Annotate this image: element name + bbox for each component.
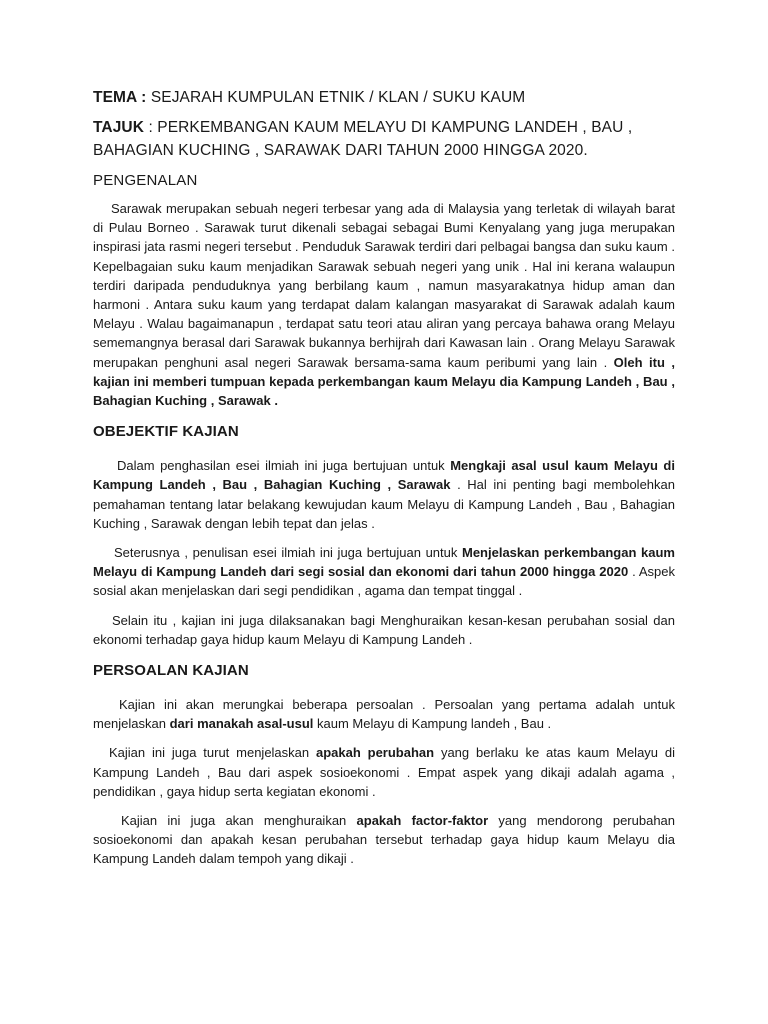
persoalan-paragraph-1 <box>93 695 675 733</box>
persoalan-p2-text: Kajian ini juga turut menjelaskan <box>109 745 316 761</box>
objektif-heading: OBEJEKTIF KAJIAN <box>93 423 239 441</box>
persoalan-p2-bold: apakah perubahan <box>315 745 435 761</box>
persoalan-p1-text-end: kaum Melayu di Kampung landeh , Bau . <box>313 716 552 732</box>
persoalan-heading: PERSOALAN KAJIAN <box>93 662 249 680</box>
objektif-p2-text: Seterusnya , penulisan esei ilmiah ini juga bertujuan untuk <box>114 545 462 561</box>
objektif-paragraph-1 <box>93 456 675 533</box>
tema-text: SEJARAH KUMPULAN ETNIK / KLAN / SUKU KAUM <box>146 89 526 106</box>
objektif-paragraph-3 <box>93 611 675 649</box>
persoalan-p2-text-end: yang berlaku ke atas kaum Melayu di Kampung Landeh , Bau dari aspek sosioekonomi . Empat aspek yang dikaji adalah agama , pendidikan , gaya hidup serta kegiatan ekonomi . <box>93 745 675 799</box>
objektif-paragraph-2 <box>93 543 675 601</box>
tajuk-line <box>93 116 675 162</box>
pengenalan-text: Sarawak merupakan sebuah negeri terbesar yang ada di Malaysia yang terletak di wilayah barat di Pulau Borneo . Sarawak turut dikenali sebagai sebagai Bumi Kenyalang yang juga merupakan inspirasi jata rasmi negeri tersebut . Penduduk Sarawak terdiri dari pelbagai bangsa dan suku kaum . Kepelbagaian suku kaum menjadikan Sarawak sebuah negeri yang unik . Hal ini kerana walaupun terdiri daripada penduduknya yang berbilang kaum , namun masyarakatnya hidup aman dan harmoni . Antara suku kaum yang terdapat dalam kalangan masyarakat di Sarawak adalah kaum Melayu . Walau bagaimanapun , terdapat satu teori atau aliran yang percaya bahawa orang Melayu sememangnya berasal dari Sarawak bukannya berhijrah dari Kawasan lain . Orang Melayu Sarawak merupakan penghuni asal negeri Sarawak bersama-sama kaum peribumi yang lain . <box>93 201 675 370</box>
persoalan-p3-bold: apakah factor-faktor <box>356 813 489 829</box>
pengenalan-heading: PENGENALAN <box>93 172 198 189</box>
persoalan-p3-text: Kajian ini juga akan menghuraikan <box>121 813 357 829</box>
tajuk-label: TAJUK <box>93 119 145 136</box>
objektif-p1-text-end: . Hal ini penting bagi membolehkan pemahaman tentang latar belakang kewujudan kaum Melayu di Kampung Landeh , Bau , Bahagian Kuching , Sarawak dengan lebih tepat dan jelas . <box>93 477 675 531</box>
persoalan-paragraph-3 <box>93 811 675 869</box>
tajuk-text: : PERKEMBANGAN KAUM MELAYU DI KAMPUNG LANDEH , BAU , BAHAGIAN KUCHING , SARAWAK DARI TAHUN 2000 HINGGA 2020. <box>93 119 633 159</box>
persoalan-paragraph-2 <box>93 743 675 801</box>
objektif-p3-text: Selain itu , kajian ini juga dilaksanakan bagi Menghuraikan kesan-kesan perubahan sosial dan ekonomi terhadap gaya hidup kaum Melayu di Kampung Landeh . <box>93 612 675 647</box>
tema-label: TEMA : <box>93 89 147 106</box>
tema-line <box>93 88 675 108</box>
pengenalan-paragraph <box>93 199 675 410</box>
objektif-p2-bold: Menjelaskan perkembangan kaum Melayu di Kampung Landeh dari segi sosial dan ekonomi dari tahun 2000 hingga 2020 <box>93 545 675 580</box>
objektif-p1-bold: Mengkaji asal usul kaum Melayu di Kampung Landeh , Bau , Bahagian Kuching , Sarawak <box>93 458 675 493</box>
objektif-p1-text: Dalam penghasilan esei ilmiah ini juga bertujuan untuk <box>117 458 451 474</box>
objektif-p2-text-end: . Aspek sosial akan menjelaskan dari segi pendidikan , agama dan tempat tinggal . <box>93 564 676 599</box>
persoalan-p1-text: Kajian ini akan merungkai beberapa persoalan . Persoalan yang pertama adalah untuk menjelaskan <box>93 697 675 732</box>
persoalan-p3-text-end: yang mendorong perubahan sosioekonomi dan apakah kesan perubahan tersebut terhadap gaya hidup kaum Melayu dia Kampung Landeh dalam tempoh yang dikaji . <box>93 813 676 867</box>
persoalan-p1-bold: dari manakah asal-usul <box>169 716 314 732</box>
document-body <box>93 88 675 879</box>
pengenalan-bold-text: Oleh itu , kajian ini memberi tumpuan kepada perkembangan kaum Melayu dia Kampung Landeh , Bau , Bahagian Kuching , Sarawak . <box>93 354 675 409</box>
